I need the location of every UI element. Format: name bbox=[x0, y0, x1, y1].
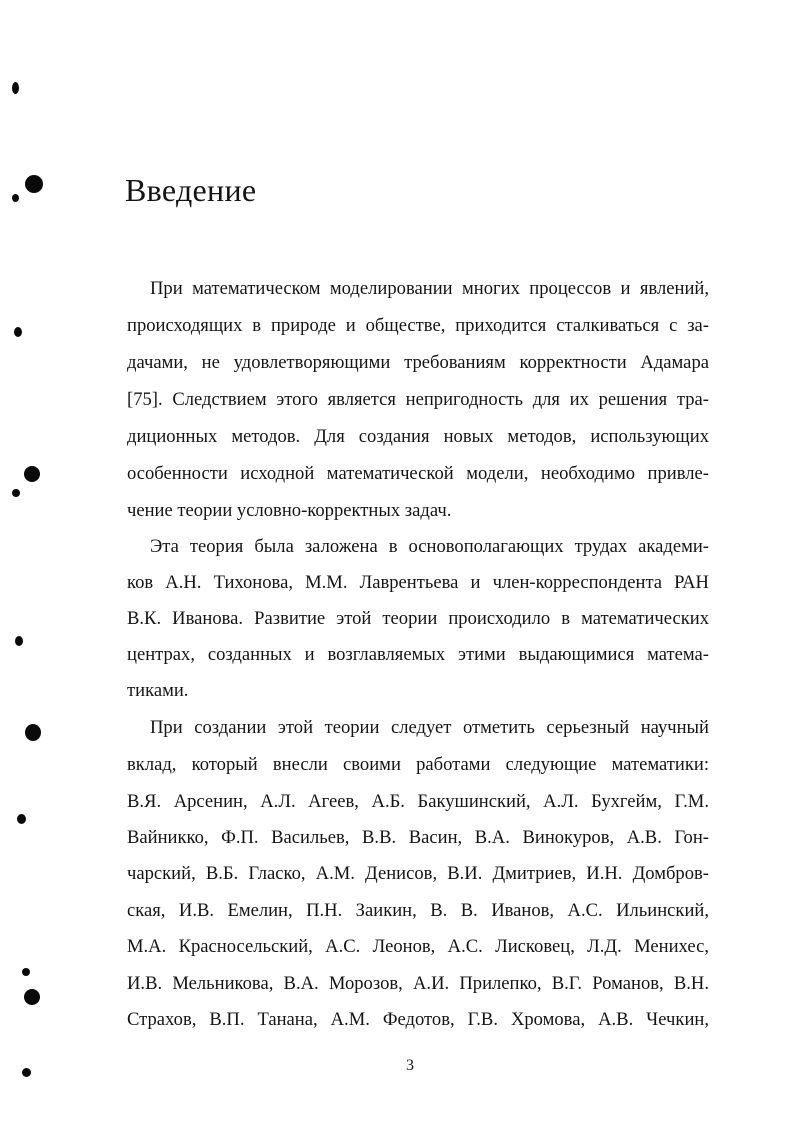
binder-hole-mark bbox=[12, 489, 20, 497]
paragraph-line: происходящих в природе и обществе, приходится сталкиваться с за- bbox=[127, 315, 709, 336]
page-number: 3 bbox=[406, 1057, 414, 1074]
binder-hole-mark bbox=[24, 466, 40, 482]
paragraph-line: И.В. Мельникова, В.А. Морозов, А.И. Прилепко, В.Г. Романов, В.Н. bbox=[127, 973, 709, 994]
binder-hole-mark bbox=[25, 175, 43, 193]
paragraph-line: вклад, который внесли своими работами следующие математики: bbox=[127, 754, 709, 775]
paragraph-line: В.К. Иванова. Развитие этой теории происходило в математических bbox=[127, 608, 709, 629]
section-heading: Введение bbox=[125, 172, 257, 208]
paragraph-line: Страхов, В.П. Танана, А.М. Федотов, Г.В. Хромова, А.В. Чечкин, bbox=[127, 1009, 709, 1030]
binder-hole-mark bbox=[15, 636, 23, 646]
paragraph-line: чарский, В.Б. Гласко, А.М. Денисов, В.И. Дмитриев, И.Н. Домбров- bbox=[127, 863, 709, 884]
paragraph-line: ков А.Н. Тихонова, М.М. Лаврентьева и член-корреспондента РАН bbox=[127, 572, 709, 593]
binder-hole-mark bbox=[12, 194, 19, 202]
paragraph-line: Вайникко, Ф.П. Васильев, В.В. Васин, В.А. Винокуров, А.В. Гон- bbox=[127, 827, 709, 848]
binder-hole-mark bbox=[24, 989, 40, 1005]
binder-hole-mark bbox=[12, 82, 19, 94]
binder-hole-mark bbox=[22, 968, 30, 976]
paragraph-line: [75]. Следствием этого является непригодность для их решения тра- bbox=[127, 389, 709, 410]
paragraph-line: центрах, созданных и возглавляемых этими выдающимися матема- bbox=[127, 644, 709, 665]
paragraph-line: тиками. bbox=[127, 680, 189, 701]
paragraph-line: Эта теория была заложена в основополагающих трудах академи- bbox=[150, 536, 709, 557]
paragraph-line: При математическом моделировании многих процессов и явлений, bbox=[150, 278, 709, 299]
binder-hole-mark bbox=[17, 814, 26, 824]
paragraph-line: дачами, не удовлетворяющими требованиям корректности Адамара bbox=[127, 352, 709, 373]
paragraph-line: В.Я. Арсенин, А.Л. Агеев, А.Б. Бакушинский, А.Л. Бухгейм, Г.М. bbox=[127, 791, 709, 812]
paragraph-line: диционных методов. Для создания новых методов, использующих bbox=[127, 426, 709, 447]
paragraph-line: ская, И.В. Емелин, П.Н. Заикин, В. В. Иванов, А.С. Ильинский, bbox=[127, 900, 709, 921]
paragraph-line: При создании этой теории следует отметить серьезный научный bbox=[150, 717, 709, 738]
paragraph-line: особенности исходной математической модели, необходимо привле- bbox=[127, 463, 709, 484]
binder-hole-mark bbox=[25, 724, 41, 741]
binder-hole-mark bbox=[14, 327, 22, 337]
binder-hole-mark bbox=[22, 1068, 31, 1077]
paragraph-line: чение теории условно-корректных задач. bbox=[127, 500, 452, 521]
paragraph-line: М.А. Красносельский, А.С. Леонов, А.С. Лисковец, Л.Д. Менихес, bbox=[127, 936, 709, 957]
